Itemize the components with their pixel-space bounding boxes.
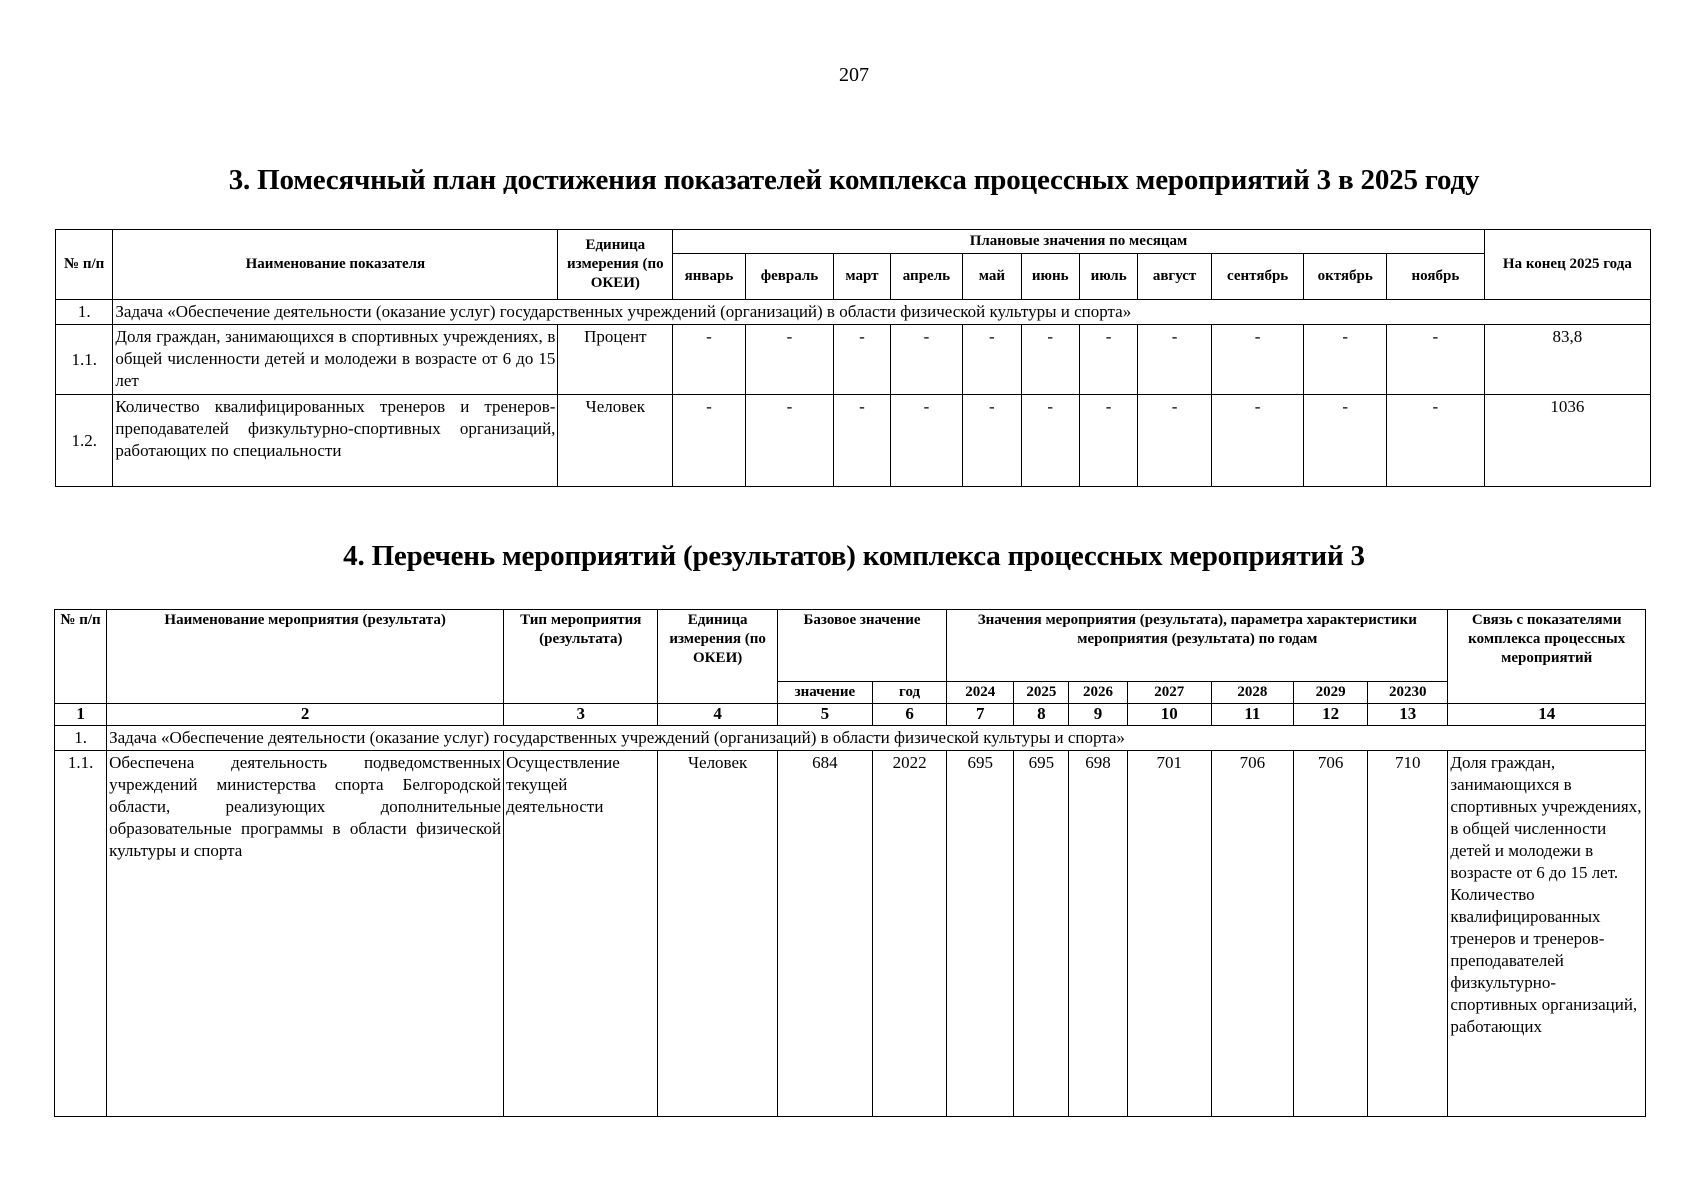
unit-cell: Процент: [558, 325, 673, 395]
column-number-row: [55, 704, 1646, 726]
month-header: август: [1138, 254, 1212, 300]
column-number: 9: [1069, 704, 1127, 726]
col-header-end-of-year: На конец 2025 года: [1484, 230, 1650, 300]
year-header: 2028: [1211, 682, 1293, 704]
column-number: 6: [873, 704, 947, 726]
column-number: 3: [504, 704, 658, 726]
col-header-unit: Единица измерения (по ОКЕИ): [658, 610, 777, 704]
month-header: октябрь: [1304, 254, 1387, 300]
end-of-year-value: 83,8: [1484, 325, 1650, 395]
activity-name: Обеспечена деятельность подведомственных учреждений министерства спорта Белгородской области, реализующих дополнительные образовательные программы в области физической культуры и спорта: [107, 751, 504, 1117]
column-number: 12: [1294, 704, 1368, 726]
column-number: 4: [658, 704, 777, 726]
year-header: 2029: [1294, 682, 1368, 704]
month-header: ноябрь: [1387, 254, 1485, 300]
column-number: 8: [1014, 704, 1069, 726]
month-value: -: [1304, 325, 1387, 395]
year-value: 706: [1294, 751, 1368, 1117]
indicator-link: Доля граждан, занимающихся в спортивных учреждениях, в общей численности детей и молодежи в возрасте от 6 до 15 лет. Количество квалифицированных тренеров и тренеров-преподавателей физкультурно-спортивных организаций, работающих: [1448, 751, 1646, 1117]
task-text: Задача «Обеспечение деятельности (оказание услуг) государственных учреждений (организаций) в области физической культуры и спорта»: [113, 300, 1651, 325]
col-header-base-year: год: [873, 682, 947, 704]
year-header: 2024: [947, 682, 1014, 704]
col-header-values-group: Значения мероприятия (результата), параметра характеристики мероприятия (результата) по годам: [947, 610, 1448, 682]
task-num: 1.: [56, 300, 113, 325]
col-header-activity-name: Наименование мероприятия (результата): [107, 610, 504, 704]
year-value: 698: [1069, 751, 1127, 1117]
month-value: -: [834, 325, 890, 395]
month-value: -: [1387, 395, 1485, 487]
month-header: сентябрь: [1211, 254, 1304, 300]
year-value: 695: [1014, 751, 1069, 1117]
year-value: 695: [947, 751, 1014, 1117]
month-value: -: [834, 395, 890, 487]
column-number: 7: [947, 704, 1014, 726]
month-value: -: [1021, 395, 1079, 487]
task-row: [56, 300, 1651, 325]
table-row: [56, 395, 1651, 487]
column-number: 2: [107, 704, 504, 726]
year-header: 2027: [1127, 682, 1211, 704]
year-header: 2025: [1014, 682, 1069, 704]
base-year: 2022: [873, 751, 947, 1117]
month-value: -: [890, 395, 962, 487]
col-header-indicator-name: Наименование показателя: [113, 230, 558, 300]
month-header: май: [963, 254, 1021, 300]
month-value: -: [745, 395, 834, 487]
task-text: Задача «Обеспечение деятельности (оказание услуг) государственных учреждений (организаций) в области физической культуры и спорта»: [107, 726, 1646, 751]
year-header: 20230: [1368, 682, 1448, 704]
month-header: февраль: [745, 254, 834, 300]
year-value: 706: [1211, 751, 1293, 1117]
month-value: -: [1138, 395, 1212, 487]
month-value: -: [1211, 325, 1304, 395]
year-value: 701: [1127, 751, 1211, 1117]
month-value: -: [1304, 395, 1387, 487]
base-value: 684: [777, 751, 872, 1117]
section-4-title: 4. Перечень мероприятий (результатов) комплекса процессных мероприятий 3: [343, 540, 1365, 572]
month-value: -: [745, 325, 834, 395]
month-header: апрель: [890, 254, 962, 300]
unit-cell: Человек: [558, 395, 673, 487]
section-3-title: 3. Помесячный план достижения показателей комплекса процессных мероприятий 3 в 2025 году: [228, 164, 1480, 196]
col-header-type: Тип мероприятия (результата): [504, 610, 658, 704]
month-value: -: [1079, 395, 1137, 487]
page-number: 207: [839, 64, 869, 86]
column-number: 14: [1448, 704, 1646, 726]
month-value: -: [1079, 325, 1137, 395]
task-row: [55, 726, 1646, 751]
year-header: 2026: [1069, 682, 1127, 704]
col-header-base-value: Базовое значение: [777, 610, 946, 682]
month-header: март: [834, 254, 890, 300]
month-header: июнь: [1021, 254, 1079, 300]
year-value: 710: [1368, 751, 1448, 1117]
task-num: 1.: [55, 726, 107, 751]
col-header-base-value-value: значение: [777, 682, 872, 704]
month-value: -: [1138, 325, 1212, 395]
column-number: 13: [1368, 704, 1448, 726]
activities-table: [54, 609, 1646, 1117]
month-value: -: [1211, 395, 1304, 487]
column-number: 5: [777, 704, 872, 726]
month-header: январь: [673, 254, 745, 300]
month-value: -: [963, 395, 1021, 487]
column-number: 1: [55, 704, 107, 726]
end-of-year-value: 1036: [1484, 395, 1650, 487]
row-num: 1.2.: [56, 395, 113, 487]
month-value: -: [1021, 325, 1079, 395]
month-header: июль: [1079, 254, 1137, 300]
monthly-plan-table: [55, 229, 1651, 487]
indicator-name: Количество квалифицированных тренеров и тренеров-преподавателей физкультурно-спортивных организаций, работающих по специальности: [113, 395, 558, 487]
month-value: -: [1387, 325, 1485, 395]
unit-cell: Человек: [658, 751, 777, 1117]
activity-type: Осуществление текущей деятельности: [504, 751, 658, 1117]
col-header-unit: Единица измерения (по ОКЕИ): [558, 230, 673, 300]
column-number: 11: [1211, 704, 1293, 726]
col-header-monthly-group: Плановые значения по месяцам: [673, 230, 1485, 254]
table-row: [56, 325, 1651, 395]
col-header-link: Связь с показателями комплекса процессных мероприятий: [1448, 610, 1646, 704]
column-number: 10: [1127, 704, 1211, 726]
row-num: 1.1.: [56, 325, 113, 395]
indicator-name: Доля граждан, занимающихся в спортивных учреждениях, в общей численности детей и молодежи в возрасте от 6 до 15 лет: [113, 325, 558, 395]
row-num: 1.1.: [55, 751, 107, 1117]
month-value: -: [890, 325, 962, 395]
month-value: -: [673, 395, 745, 487]
month-value: -: [673, 325, 745, 395]
col-header-num: № п/п: [56, 230, 113, 300]
month-value: -: [963, 325, 1021, 395]
col-header-num: № п/п: [55, 610, 107, 704]
table-row: [55, 751, 1646, 1117]
